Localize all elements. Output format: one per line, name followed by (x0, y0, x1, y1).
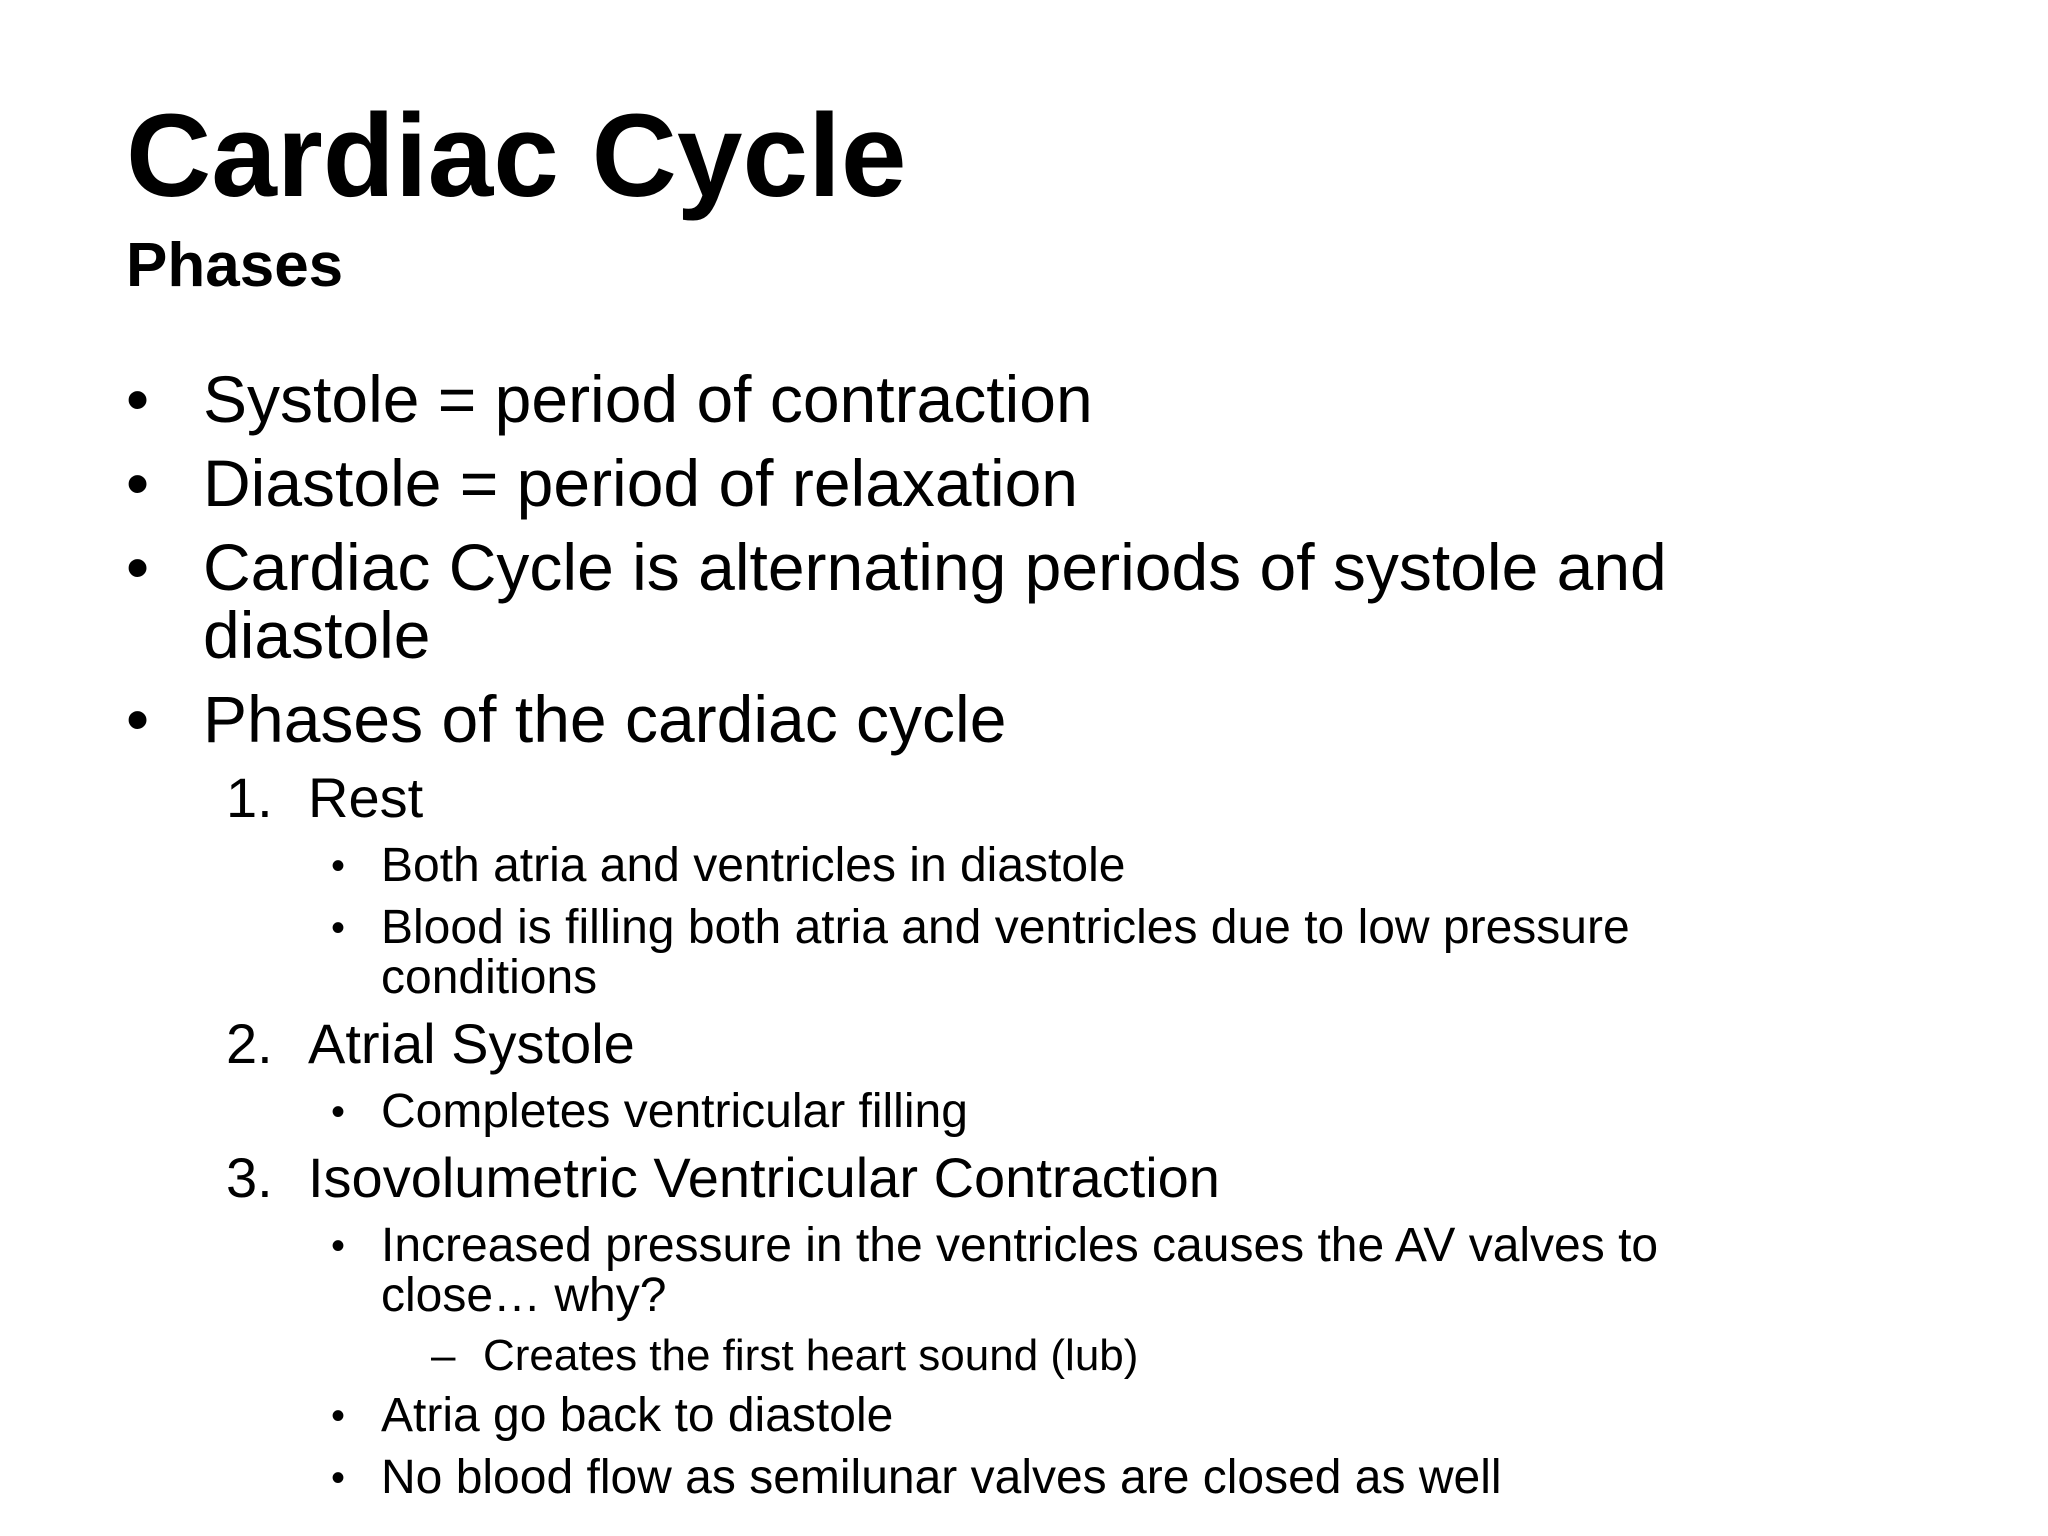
phase-point (331, 1087, 1946, 1137)
bullet-marker: • (126, 530, 150, 604)
bullet-marker: • (331, 1456, 346, 1500)
bullet-item (126, 446, 1946, 520)
phase-point-text: No blood flow as semilunar valves are closed as well (381, 1451, 1502, 1504)
bullet-item (126, 362, 1946, 436)
bullet-marker: • (126, 362, 150, 436)
phase-point-text: Blood is filling both atria and ventricles due to low pressure conditions (381, 901, 1630, 1004)
phase-item (226, 1146, 1946, 1209)
phase-name: Rest (308, 766, 424, 829)
phase-point (331, 903, 1946, 1003)
phase-point (331, 1453, 1946, 1503)
phase-subpoint (431, 1333, 1946, 1379)
phase-point-text: Atria go back to diastole (381, 1389, 894, 1442)
bullet-marker: • (126, 682, 150, 756)
bullet-marker: • (331, 844, 346, 888)
phase-item (226, 1012, 1946, 1075)
bullet-text: Diastole = period of relaxation (203, 446, 1079, 520)
slide-content (126, 362, 1946, 1515)
phase-point-text: Completes ventricular filling (381, 1085, 968, 1138)
phase-subpoint-text: Creates the first heart sound (lub) (483, 1331, 1139, 1380)
phase-point (331, 1221, 1946, 1321)
bullet-marker: • (126, 446, 150, 520)
bullet-marker: • (331, 1224, 346, 1268)
phase-name: Atrial Systole (308, 1012, 635, 1075)
phase-point (331, 841, 1946, 891)
phase-item (226, 766, 1946, 829)
bullet-text: Cardiac Cycle is alternating periods of systole and diastole (203, 530, 1667, 672)
bullet-item (126, 530, 1946, 672)
phase-number: 3. (226, 1146, 273, 1209)
slide-subtitle: Phases (126, 231, 344, 300)
bullet-marker: • (331, 906, 346, 950)
phase-point-text: Increased pressure in the ventricles causes the AV valves to close… why? (381, 1219, 1659, 1322)
phase-name: Isovolumetric Ventricular Contraction (308, 1146, 1220, 1209)
dash-marker: – (431, 1331, 456, 1380)
bullet-text: Phases of the cardiac cycle (203, 682, 1007, 756)
slide-title: Cardiac Cycle (126, 90, 907, 222)
phase-point-text: Both atria and ventricles in diastole (381, 839, 1126, 892)
phase-number: 2. (226, 1012, 273, 1075)
bullet-marker: • (331, 1394, 346, 1438)
bullet-text: Systole = period of contraction (203, 362, 1093, 436)
phase-point (331, 1391, 1946, 1441)
bullet-marker: • (331, 1090, 346, 1134)
bullet-item (126, 682, 1946, 756)
phase-number: 1. (226, 766, 273, 829)
